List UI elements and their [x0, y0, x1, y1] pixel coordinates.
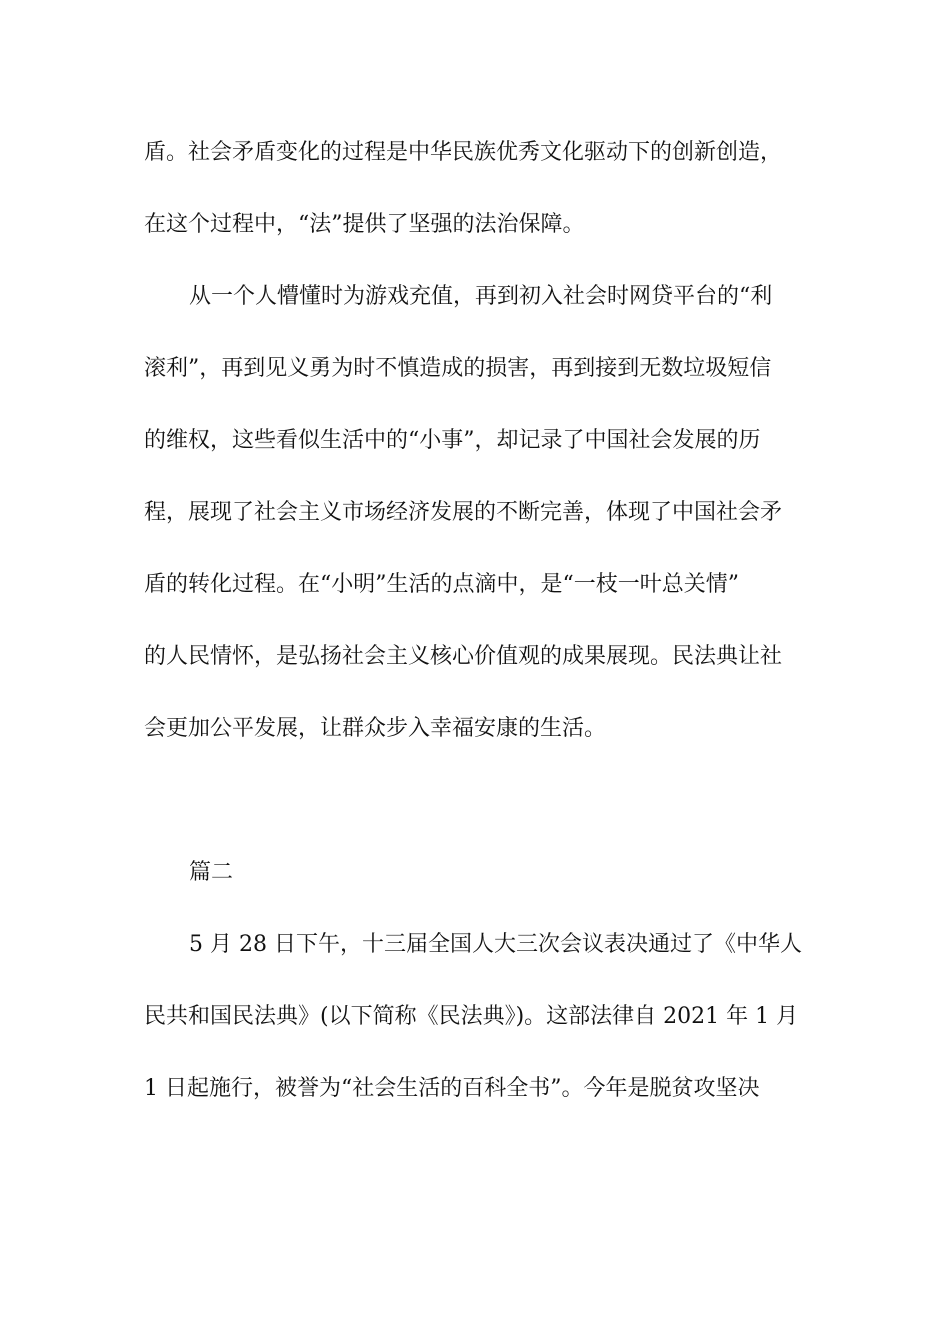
paragraph-line: 1 日起施行，被誉为“社会生活的百科全书”。今年是脱贫攻坚决 [144, 1076, 760, 1101]
paragraph-line: 盾。社会矛盾变化的过程是中华民族优秀文化驱动下的创新创造， [144, 140, 783, 165]
paragraph-line: 滚利”，再到见义勇为时不慎造成的损害，再到接到无数垃圾短信 [144, 356, 772, 381]
paragraph-line: 程，展现了社会主义市场经济发展的不断完善，体现了中国社会矛 [144, 500, 783, 525]
paragraph-line: 会更加公平发展，让群众步入幸福安康的生活。 [144, 716, 607, 741]
paragraph-line: 的人民情怀，是弘扬社会主义核心价值观的成果展现。民法典让社 [144, 644, 783, 669]
paragraph-line: 的维权，这些看似生活中的“小事”，却记录了中国社会发展的历 [144, 428, 761, 453]
section-heading: 篇二 [189, 860, 234, 885]
paragraph-line: 盾的转化过程。在“小明”生活的点滴中，是“一枝一叶总关情” [144, 572, 739, 597]
paragraph-line: 5 月 28 日下午，十三届全国人大三次会议表决通过了《中华人 [189, 932, 802, 957]
paragraph-line: 从一个人懵懂时为游戏充值，再到初入社会时网贷平台的“利 [189, 284, 773, 309]
paragraph-line: 在这个过程中，“法”提供了坚强的法治保障。 [144, 212, 585, 237]
paragraph-line: 民共和国民法典》(以下简称《民法典》)。这部法律自 2021 年 1 月 [144, 1004, 799, 1029]
